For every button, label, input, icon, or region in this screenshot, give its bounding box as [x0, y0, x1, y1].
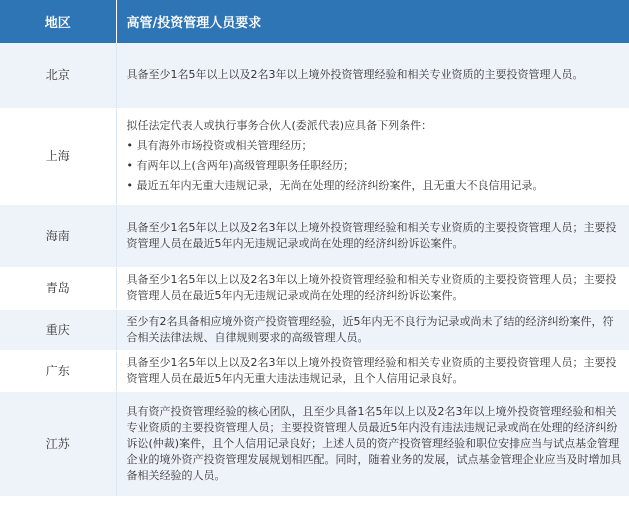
region-column-header: 地区	[0, 0, 116, 43]
requirement-bullet: • 具有海外市场投资或相关管理经历；	[127, 136, 624, 156]
requirement-cell: 具备至少1名5年以上以及2名3年以上境外投资管理经验和相关专业资质的主要投资管理人员；主要投资管理人员在最近5年内无违规记录或尚在处理的经济纠纷诉讼案件。	[116, 204, 629, 267]
table-row	[0, 309, 629, 350]
requirement-cell: 至少有2名具备相应境外资产投资管理经验，近5年内无不良行为记录或尚未了结的经济纠纷案件，符合相关法律法规、自律规则要求的高级管理人员。	[116, 309, 629, 350]
requirement-cell: 具备至少1名5年以上以及2名3年以上境外投资管理经验和相关专业资质的主要投资管理人员；主要投资管理人员在最近5年内无重大违法违规记录，且个人信用记录良好。	[116, 350, 629, 391]
table-row	[0, 267, 629, 309]
requirement-bullet: • 有两年以上(含两年)高级管理职务任职经历；	[127, 156, 624, 176]
requirement-bullet: • 最近五年内无重大违规记录，无尚在处理的经济纠纷案件，且无重大不良信用记录。	[127, 176, 624, 196]
requirement-cell: 具有资产投资管理经验的核心团队，且至少具备1名5年以上以及2名3年以上境外投资管理经验和相关专业资质的主要投资管理人员；主要投资管理人员最近5年内没有违法违规记录或尚在处理的经济纠纷诉讼(仲裁)案件，且个人信用记录良好；上述人员的资产投资管理经验和职位安排应当与试点基金管理企业的境外资产投资管理发展规划相匹配。同时，随着业务的发展，试点基金管理企业应当及时增加具备相关经验的人员。	[116, 391, 629, 496]
requirement-cell: 具备至少1名5年以上以及2名3年以上境外投资管理经验和相关专业资质的主要投资管理人员；主要投资管理人员在最近5年内无违规记录或尚在处理的经济纠纷诉讼案件。	[116, 267, 629, 309]
region-cell: 广东	[0, 350, 116, 391]
header-row	[0, 0, 629, 43]
region-cell: 重庆	[0, 309, 116, 350]
region-cell: 上海	[0, 108, 116, 204]
table-row	[0, 108, 629, 204]
region-cell: 北京	[0, 43, 116, 108]
requirement-cell	[116, 108, 629, 204]
requirement-column-header: 高管/投资管理人员要求	[116, 0, 629, 43]
table-row	[0, 204, 629, 267]
requirement-intro: 拟任法定代表人或执行事务合伙人(委派代表)应具备下列条件：	[126, 119, 433, 132]
region-cell: 海南	[0, 204, 116, 267]
table-row	[0, 391, 629, 496]
region-cell: 江苏	[0, 391, 116, 496]
table-row	[0, 350, 629, 391]
requirement-cell: 具备至少1名5年以上以及2名3年以上境外投资管理经验和相关专业资质的主要投资管理人员。	[116, 43, 629, 108]
table-row	[0, 43, 629, 108]
region-cell: 青岛	[0, 267, 116, 309]
